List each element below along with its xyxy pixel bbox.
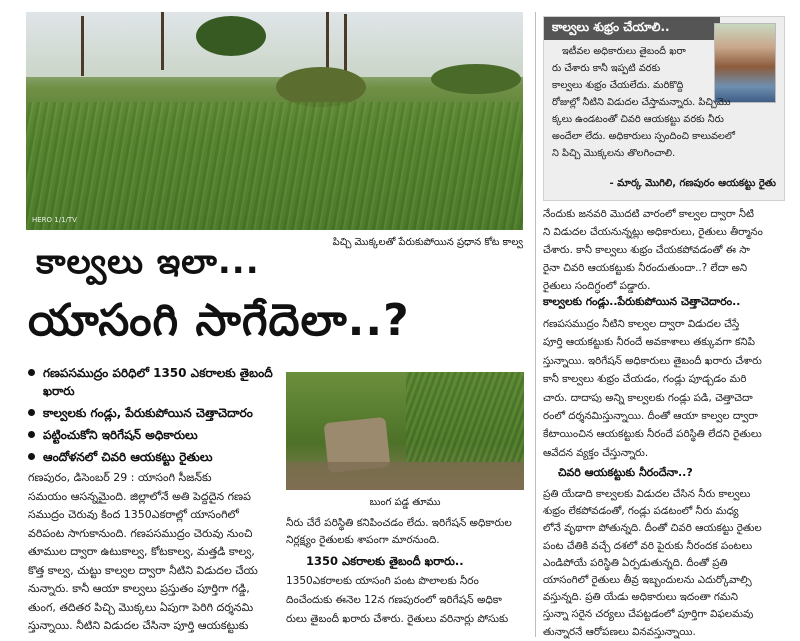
mid-photo-caption: బుంగ పడ్డ తూము [369, 497, 441, 508]
column-divider [535, 12, 536, 637]
right-subheading-2: చివరి ఆయకట్టుకు నీరందేనా..? [558, 466, 693, 479]
top-photo-caption: పిచ్చి మొక్కలతో పేరుకుపోయిన ప్రధాన కోట కాల్వ [332, 237, 523, 248]
right-paragraph-2: గణపసముద్రం నీటిని కాల్వల ద్వారా విడుదల చేస్తే పూర్తి ఆయకట్టుకు నీరందే అవకాశాలు తక్కువగా కనిపి స్తున్నాయి. ఇరిగేషన్‌ అధికారులు తైబందీ ఖరారు చేశారు కానీ కాల్వలు శుభ్రం చేయడం, గండ్లు పూడ్చడం మరి చారు. దాదాపు అన్ని కాల్వలకు గండ్లు పడి, చెత్తాచెదా రంలో దర్శనమిస్తున్నాయి. దీంతో ఆయా కాల్వల ద్వారా కేటాయించిన ఆయకట్టుకు నీరందే పరిస్థితి లేదని రైతులు ఆవేదన వ్యక్తం చేస్తున్నారు. [543, 318, 762, 459]
bullet-dot [28, 409, 35, 416]
mid-paragraph: నీరు చేరే పరిస్థితి కనిపించడం లేదు. ఇరిగేషన్‌ అధికారుల నిర్లక్ష్యం రైతులకు శాపంగా మారనుంది. [286, 517, 512, 546]
mid-subheading: 1350 ఎకరాలకు తైబందీ ఖరారు.. [306, 554, 464, 568]
bullet-dot [28, 453, 35, 460]
bullet-list [28, 364, 280, 466]
bullet-item: గణపసముద్రం పరిధిలో 1350 ఎకరాలకు తైబందీ ఖరారు [28, 364, 280, 400]
right-subheading-1: కాల్వలకు గండ్లు..పేరుకుపోయిన చెత్తాచెదారం.. [543, 295, 741, 308]
bullet-dot [28, 369, 35, 376]
quote-text: ఇటీవల అధికారులు తైబందీ ఖరా రు చేశారు కానీ ఇప్పటి వరకు కాల్వలు శుభ్రం చేయలేదు. మరికొద్ది రోజుల్లో నీటిని విడుదల చేస్తామన్నారు. పిచ్చిమొ క్కలు ఉండటంతో చివరి ఆయకట్టు వరకు నీరు అందేలా లేదు. అధికారులు స్పందించి కాలువలలో ని పిచ్చి మొక్కలను తొలగించాలి. [552, 46, 735, 159]
quote-box-title: కాల్వలు శుభ్రం చేయాలి.. [544, 17, 720, 40]
farmer-quote-box [543, 16, 785, 201]
damaged-sluice-photo [286, 372, 524, 490]
quote-attribution: - మార్క మొగిలి, గణపురం ఆయకట్టు రైతు [609, 178, 776, 189]
mid-paragraph-2: 1350ఎకరాలకు యాసంగి పంట పొలాలకు నీరం దించేందుకు ఈనెల 12న గణపురంలో ఇరిగేషన్‌ అధికా రులు తైబందీ ఖరారు చేశారు. రైతులు వరినార్లు పోసుకు [286, 575, 509, 625]
bullet-item: కాల్వలకు గండ్లు, పేరుకుపోయిన చెత్తాచెదారం [28, 404, 280, 422]
bullet-item: పట్టించుకోని ఇరిగేషన్‌ అధికారులు [28, 426, 280, 444]
canal-weeds-photo [26, 12, 523, 230]
bullet-dot [28, 431, 35, 438]
headline-line2: యాసంగి సాగేదెలా..? [28, 295, 410, 346]
right-paragraph-1: నేందుకు జనవరి మొదటి వారంలో కాల్వల ద్వారా నీటి ని విడుదల చేయనున్నట్లు అధికారులు, రైతులు తీర్మానం చేశారు. కానీ కాల్వలు శుభ్రం చేయకపోవడంతో ఈ సా రైనా చివరి ఆయకట్టుకు నీరందుతుందా..? లేదా అని రైతులు సందిగ్ధంలో పడ్డారు. [543, 208, 763, 292]
bullet-item: ఆందోళనలో చివరి ఆయకట్టు రైతులు [28, 448, 280, 466]
right-paragraph-3: ప్రతి యేడాది కాల్వలకు విడుదల చేసిన నీరు కాల్వలు శుభ్రం లేకపోవడంతో, గండ్లు పడటంలో నీరు మధ్య లోనే వృథాగా పోతున్నది. దీంతో చివరి ఆయకట్టు రైతుల పంట చేతికి వచ్చే దశలో వరి పైరుకు నీరందక పంటలు ఎండిపోయే పరిస్థితి ఏర్పడుతున్నది. దీంతో ప్రతి యాసంగిలో రైతులు తీవ్ర ఇబ్బందులను ఎదుర్కోవాల్సి వస్తున్నది. ప్రతి యేడు అధికారులు ఇదంతా గమని స్తున్నా సరైన చర్యలు చేపట్టడంలో పూర్తిగా విఫలమవు తున్నారనే ఆరోపణలు వినవస్తున్నాయి. [543, 488, 762, 638]
photo-watermark: HERO 1/1/TV [32, 216, 77, 224]
headline-line1: కాల్వలు ఇలా... [36, 242, 260, 282]
intro-paragraph: గణపురం, డిసెంబర్‌ 29 : యాసంగి సీజన్‌కు సమయం ఆసన్నమైంది. జిల్లాలోనే అతి పెద్దదైన గణప సముద్రం చెరువు కింద 1350ఎకరాల్లో యాసంగిలో వరిపంట సాగుకానుంది. గణపసముద్రం చెరువు నుంచి తూముల ద్వారా ఉటుకాల్వ, కోటకాల్వ, మత్తడి కాల్వ, కొత్త కాల్వ, చుట్టు కాల్వల ద్వారా నీటిని విడుదల చేయ నున్నారు. కానీ ఆయా కాల్వలు ప్రస్తుతం పూర్తిగా గడ్డి, తుంగ, తదితర పిచ్చి మొక్కలు ఏపుగా పెరిగి దర్శనమి స్తున్నాయి. నీటిని విడుదల చేసినా పూర్తి ఆయకట్టుకు [28, 471, 258, 632]
